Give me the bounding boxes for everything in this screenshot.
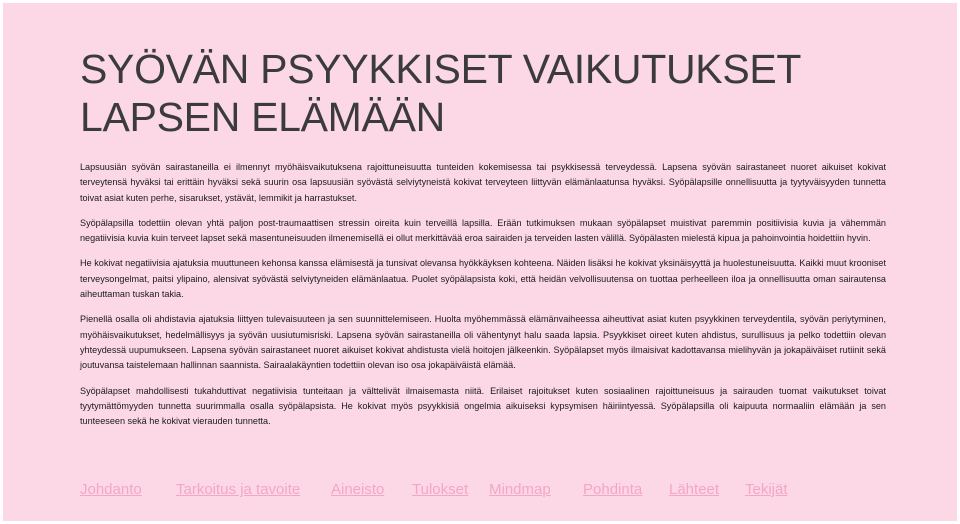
title-line-1: SYÖVÄN PSYYKKISET VAIKUTUKSET (80, 46, 802, 92)
navigation-bar (80, 481, 900, 503)
paragraph-5: Syöpälapset mahdollisesti tukahduttivat negatiivisia tunteitaan ja välttelivät ilmaisemasta niitä. Erilaiset rajoitukset kuten sosiaalinen rajoittuneisuus ja sairauden tuomat vaikutukset toivat tyytymättömyyden tunnetta suurimmalla osalla syöpälapsista. He kokivat myös psyykkisiä ongelmia aikuiseksi kypsymisen häiriintyessä. Syöpälapsilla oli kaipuuta normaaliin elämään ja sen tunteeseen sekä he kokivat vierauden tunnetta. (80, 385, 886, 427)
slide (3, 3, 957, 521)
title-line-2: LAPSEN ELÄMÄÄN (80, 94, 445, 140)
nav-link-tulokset[interactable]: Tulokset (412, 481, 469, 498)
nav-link-mindmap[interactable]: Mindmap (489, 481, 551, 498)
body-text (80, 160, 886, 439)
nav-link-tarkoitus-ja-tavoite[interactable]: Tarkoitus ja tavoite (176, 481, 301, 498)
nav-link-johdanto[interactable]: Johdanto (80, 481, 142, 498)
nav-link-tekijat[interactable]: Tekijät (745, 481, 788, 498)
nav-link-aineisto[interactable]: Aineisto (331, 481, 385, 498)
nav-link-lahteet[interactable]: Lähteet (669, 481, 720, 498)
paragraph-4: Pienellä osalla oli ahdistavia ajatuksia liittyen tulevaisuuteen ja sen suunnittelemiseen. Huolta myöhemmässä elämänvaiheessa aiheuttivat asiat kuten psyykkinen terveydentila, syövän periytyminen, myöhäisvaikutukset, hedelmällisyys ja syövän uusiutumisriski. Lapsena syövän sairastaneilla oli vähentynyt halu saada lapsia. Psyykkiset oireet kuten ahdistus, surullisuus ja pelko todettiin olevan yhteydessä uupumukseen. Lapsena syövän sairastaneet nuoret aikuiset kokivat ahdistusta vielä hoitojen jälkeenkin. Syöpälapset myös ilmaisivat kadottavansa mielihyvän ja jokapäiväiset rutiinit sekä joutuvansa taistelemaan hallinnan saannista. Sairaalakäyntien todettiin olevan iso osa jokapäiväistä elämää. (80, 314, 886, 371)
slide-title (80, 45, 900, 141)
paragraph-2: Syöpälapsilla todettiin olevan yhtä paljon post-traumaattisen stressin oireita kuin terveillä lapsilla. Erään tutkimuksen mukaan syöpälapset muistivat paremmin positiivisia kuvia ja vähemmän negatiivisia kuvia kuin terveet lapset sekä masentuneisuuden ilmenemisellä ei ollut merkittävää eroa sairaiden ja terveiden lasten välillä. Syöpälasten mielestä kipua ja pahoinvointia hoidettiin hyvin. (80, 217, 886, 244)
paragraph-3: He kokivat negatiivisia ajatuksia muuttuneen kehonsa kanssa elämisestä ja tunsivat olevansa hyökkäyksen kohteena. Näiden lisäksi he kokivat yksinäisyyttä ja huolestuneisuutta. Kaikki muut krooniset terveysongelmat, paitsi ylipaino, alensivat syövästä selviytyneiden elämänlaatua. Puolet syöpälapsista koki, että heidän velvollisuutensa on tuottaa perheelleen iloa ja onnellisuutta oman sairautensa aiheuttaman tuskan takia. (80, 258, 886, 300)
paragraph-1: Lapsuusiän syövän sairastaneilla ei ilmennyt myöhäisvaikutuksena rajoittuneisuutta tunteiden kokemisessa tai psykkisessä terveydessä. Lapsena syövän sairastaneet nuoret aikuiset kokivat terveytensä hyväksi tai erittäin hyväksi sekä suurin osa lapsuusiän syövästä selviytyneistä kokivat terveyteen liittyvän elämänlaatunsa hyväksi. Syöpälapsille onnellisuutta ja tyytyväisyyden tunnetta toivat asiat kuten perhe, sisarukset, ystävät, lemmikit ja harrastukset. (80, 162, 886, 203)
nav-link-pohdinta[interactable]: Pohdinta (583, 481, 643, 498)
